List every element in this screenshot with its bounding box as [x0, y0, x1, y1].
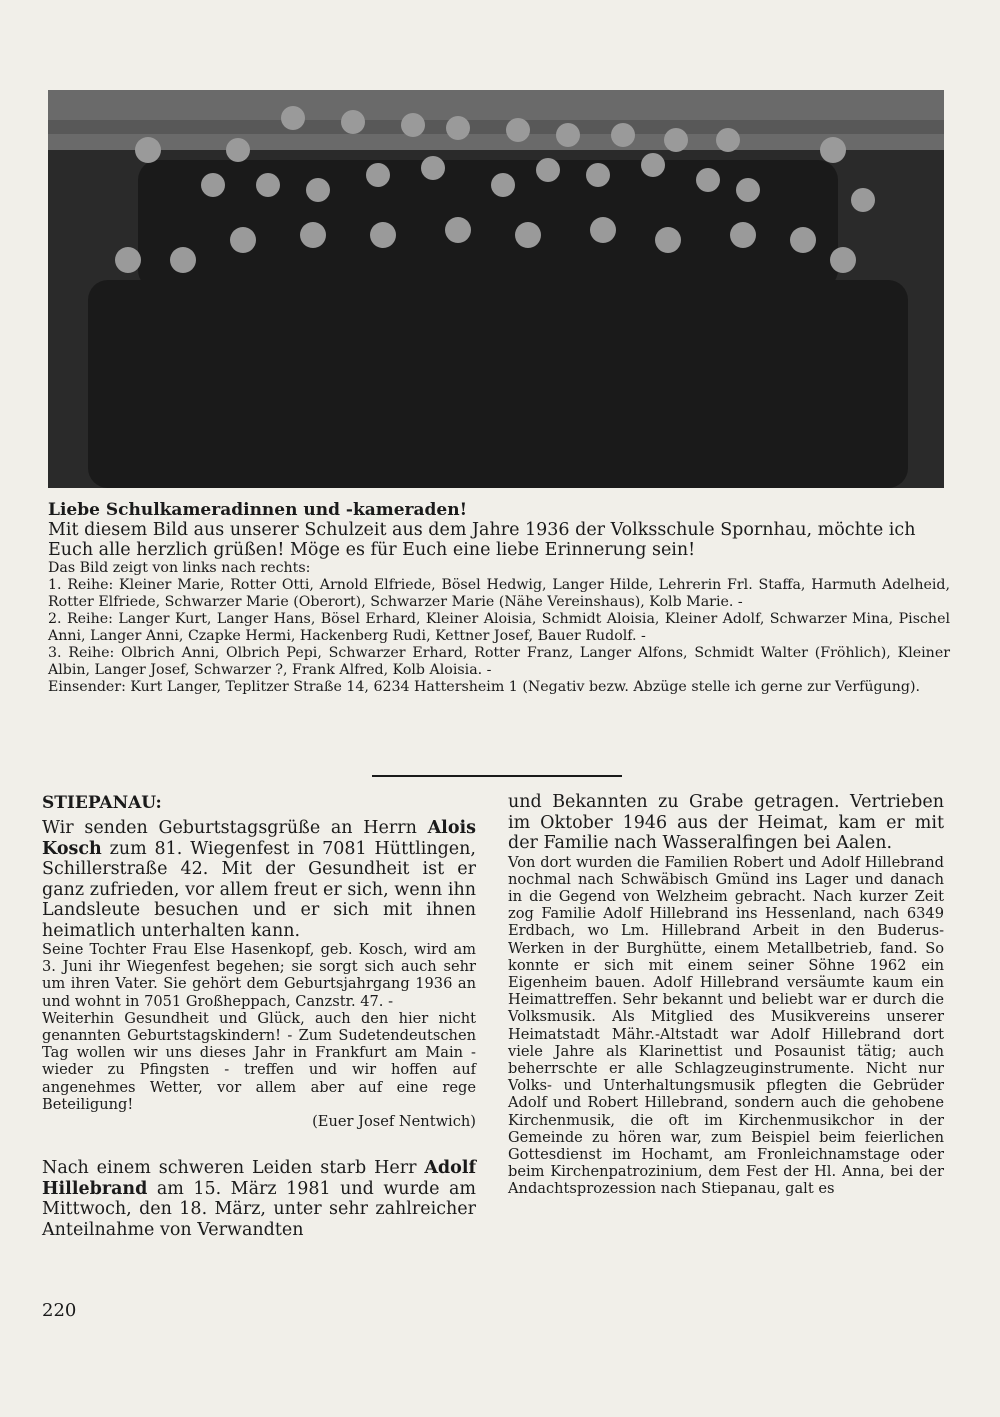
section-divider: [372, 775, 622, 777]
signature: (Euer Josef Nentwich): [312, 1113, 476, 1131]
obituary-paragraph: [42, 1158, 476, 1240]
caption-intro: Mit diesem Bild aus unserer Schulzeit aus dem Jahre 1936 der Volksschule Spornhau, möchte ich Euch alle herzlich grüßen! Möge es für Euch eine liebe Erinnerung sein!: [48, 520, 916, 560]
text-span: zum 81. Wiegenfest in 7081 Hüttlingen, Schillerstraße 42. Mit der Gesundheit ist er ganz zufrieden, vor allem freut er sich, wenn ihn Landsleute besuchen und er sich mit ihnen heimatlich unterhalten kann.: [42, 838, 476, 941]
photo-caption: [48, 500, 950, 696]
page-number: 220: [42, 1300, 77, 1321]
caption-sender: Einsender: Kurt Langer, Teplitzer Straße 14, 6234 Hattersheim 1 (Negativ bezw. Abzüge stelle ich gerne zur Verfügung).: [48, 679, 921, 695]
class-photo-icon: [48, 90, 944, 488]
obituary-body: Von dort wurden die Familien Robert und Adolf Hillebrand nochmal nach Schwäbisch Gmünd ins Lager und danach in die Gegend von Welzheim gebracht. Nach kurzer Zeit zog Familie Adolf Hillebrand ins Hessenland, nach 6349 Erdbach, wo Lm. Hillebrand Arbeit in den Buderus-Werken in der Burghütte, einem Metallbetrieb, fand. So konnte er sich mit einem seiner Söhne 1962 ein Eigenheim bauen. Adolf Hillebrand versäumte kaum ein Heimattreffen. Sehr bekannt und beliebt war er durch die Volksmusik. Als Mitglied des Musikvereins unserer Heimatstadt Mähr.-Altstadt war Adolf Hillebrand dort viele Jahre als Klarinettist und Posaunist tätig; auch beherrschte er alle Schlagzeuginstrumente. Nicht nur Volks- und Unterhaltungsmusik pflegten die Gebrüder Adolf und Robert Hillebrand, sondern auch die gehobene Kirchenmusik, die oft im Kirchenmusikchor in der Gemeinde zu hören war, zum Beispiel beim feierlichen Gottesdienst im Hochamt, am Fronleichnamstage oder beim Kirchenpatrozinium, dem Fest der Hl. Anna, bei der Andachtsprozession nach Stiepanau, galt es: [508, 853, 944, 1198]
caption-row-3: 3. Reihe: Olbrich Anni, Olbrich Pepi, Schwarzer Erhard, Rotter Franz, Langer Alfons, Schmidt Walter (Fröhlich), Kleiner Albin, Langer Josef, Schwarzer ?, Frank Alfred, Kolb Aloisia. -: [48, 645, 950, 678]
caption-lead: Das Bild zeigt von links nach rechts:: [48, 560, 311, 576]
obituary-continued: und Bekannten zu Grabe getragen. Vertrieben im Oktober 1946 aus der Heimat, kam er mit der Familie nach Wasseralfingen bei Aalen.: [508, 792, 944, 853]
caption-row-2: 2. Reihe: Langer Kurt, Langer Hans, Bösel Erhard, Kleiner Aloisia, Schmidt Aloisia, Kleiner Adolf, Schwarzer Mina, Pischel Anni, Langer Anni, Czapke Hermi, Hackenberg Rudi, Kettner Josef, Bauer Rudolf. -: [48, 611, 950, 644]
right-column: [508, 792, 944, 1198]
left-column: [42, 792, 476, 1240]
section-heading-stiepanau: STIEPANAU:: [42, 793, 162, 813]
text-span: Nach einem schweren Leiden starb Herr: [42, 1158, 425, 1179]
text-span: Wir senden Geburtstagsgrüße an Herrn: [42, 818, 428, 838]
class-photo: [48, 90, 944, 488]
caption-heading: Liebe Schulkameradinnen und -kameraden!: [48, 500, 468, 520]
person-name: Alois Kosch: [42, 818, 476, 859]
text-span: am 15. März 1981 und wurde am Mittwoch, den 18. März, unter sehr zahlreicher Anteilnahme von Verwandten: [42, 1178, 476, 1240]
birthday-paragraph: [42, 818, 476, 941]
wishes-paragraph: Weiterhin Gesundheit und Glück, auch den hier nicht genannten Geburtstagskindern! - Zum Sudetendeutschen Tag wollen wir uns dieses Jahr in Frankfurt am Main - wieder zu Pfingsten - treffen und wir hoffen auf angenehmes Wetter, vor allem aber auf eine rege Beteiligung!: [42, 1009, 476, 1113]
caption-row-1: 1. Reihe: Kleiner Marie, Rotter Otti, Arnold Elfriede, Bösel Hedwig, Langer Hilde, Lehrerin Frl. Staffa, Harmuth Adelheid, Rotter Elfriede, Schwarzer Marie (Oberort), Schwarzer Marie (Nähe Vereinshaus), Kolb Marie. -: [48, 577, 950, 610]
person-name: Adolf Hillebrand: [42, 1158, 476, 1199]
daughter-paragraph: Seine Tochter Frau Else Hasenkopf, geb. Kosch, wird am 3. Juni ihr Wiegenfest begehen; sie sorgt sich auch sehr um ihren Vater. Sie gehört dem Geburtsjahrgang 1936 an und wohnt in 7051 Großheppach, Canzstr. 47. -: [42, 941, 476, 1010]
